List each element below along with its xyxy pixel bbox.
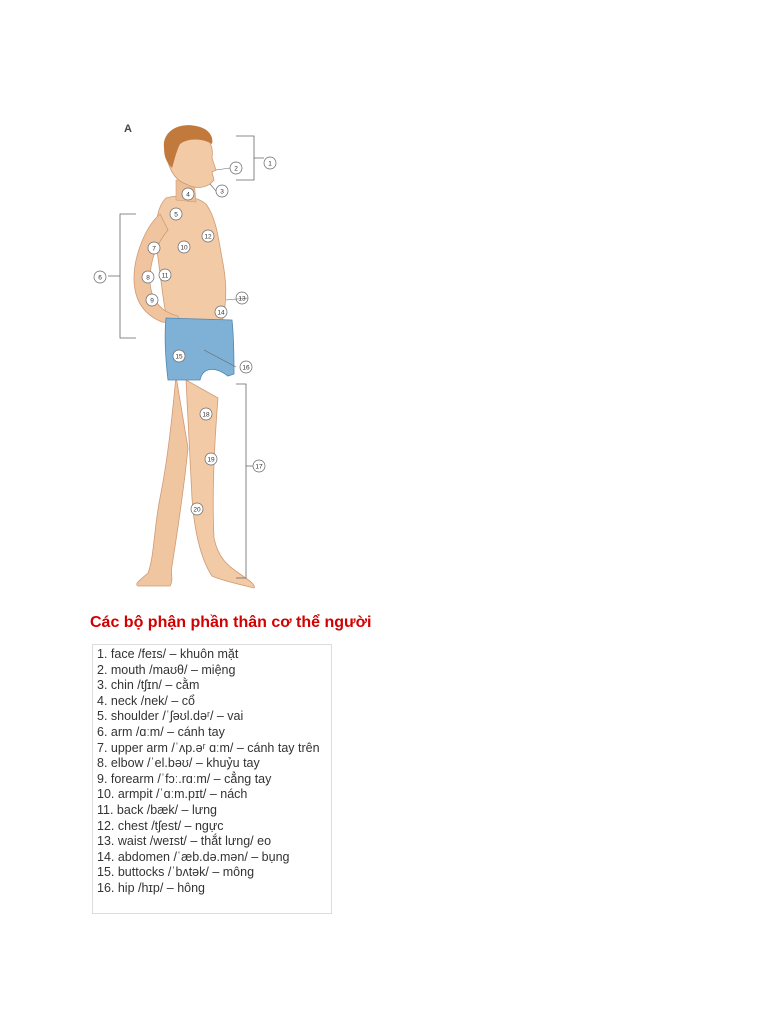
- svg-text:3: 3: [220, 188, 224, 196]
- svg-text:10: 10: [180, 244, 188, 252]
- svg-text:12: 12: [204, 233, 212, 241]
- svg-text:7: 7: [152, 245, 156, 253]
- svg-text:14: 14: [217, 309, 225, 317]
- svg-text:4: 4: [186, 191, 190, 199]
- list-item: 3. chin /tʃɪn/ – cằm: [97, 678, 200, 693]
- svg-text:16: 16: [242, 364, 250, 372]
- list-item: 5. shoulder /ˈʃəʊl.dəʳ/ – vai: [97, 709, 244, 724]
- list-item: 15. buttocks /ˈbʌtək/ – mông: [97, 865, 255, 880]
- body-parts-illustration: [88, 118, 288, 598]
- list-item: 8. elbow /ˈel.bəʊ/ – khuỷu tay: [97, 756, 260, 771]
- svg-text:18: 18: [202, 411, 210, 419]
- list-item: 16. hip /hɪp/ – hông: [97, 880, 206, 895]
- list-item: 7. upper arm /ˈʌp.əʳ ɑːm/ – cánh tay trên: [97, 740, 320, 755]
- list-item: 14. abdomen /ˈæb.də.mən/ – bụng: [97, 849, 290, 864]
- svg-text:15: 15: [175, 353, 183, 361]
- svg-text:9: 9: [150, 297, 154, 305]
- svg-text:6: 6: [98, 274, 102, 282]
- list-item: 9. forearm /ˈfɔː.rɑːm/ – cẳng tay: [97, 771, 272, 786]
- list-item: 6. arm /ɑːm/ – cánh tay: [97, 724, 225, 739]
- svg-text:11: 11: [161, 272, 169, 280]
- list-item: 1. face /feɪs/ – khuôn mặt: [97, 647, 239, 661]
- svg-text:5: 5: [174, 211, 178, 219]
- list-item: 10. armpit /ˈɑːm.pɪt/ – nách: [97, 787, 248, 802]
- svg-text:2: 2: [234, 165, 238, 173]
- svg-text:19: 19: [207, 456, 215, 464]
- svg-text:20: 20: [193, 506, 201, 514]
- svg-text:1: 1: [268, 160, 272, 168]
- list-item: 12. chest /tʃest/ – ngực: [97, 818, 224, 833]
- svg-text:13: 13: [238, 295, 246, 303]
- panel-letter: A: [124, 123, 132, 135]
- svg-text:8: 8: [146, 274, 150, 282]
- svg-text:17: 17: [255, 463, 263, 471]
- section-heading: Các bộ phận phần thân cơ thể người: [90, 614, 372, 631]
- vocabulary-list: [97, 647, 327, 897]
- list-item: 13. waist /weɪst/ – thắt lưng/ eo: [97, 834, 272, 849]
- list-item: 4. neck /nek/ – cổ: [97, 693, 195, 708]
- list-item: 2. mouth /maʊθ/ – miệng: [97, 662, 236, 677]
- vocabulary-table: [92, 644, 332, 914]
- list-item: 11. back /bæk/ – lưng: [97, 802, 218, 817]
